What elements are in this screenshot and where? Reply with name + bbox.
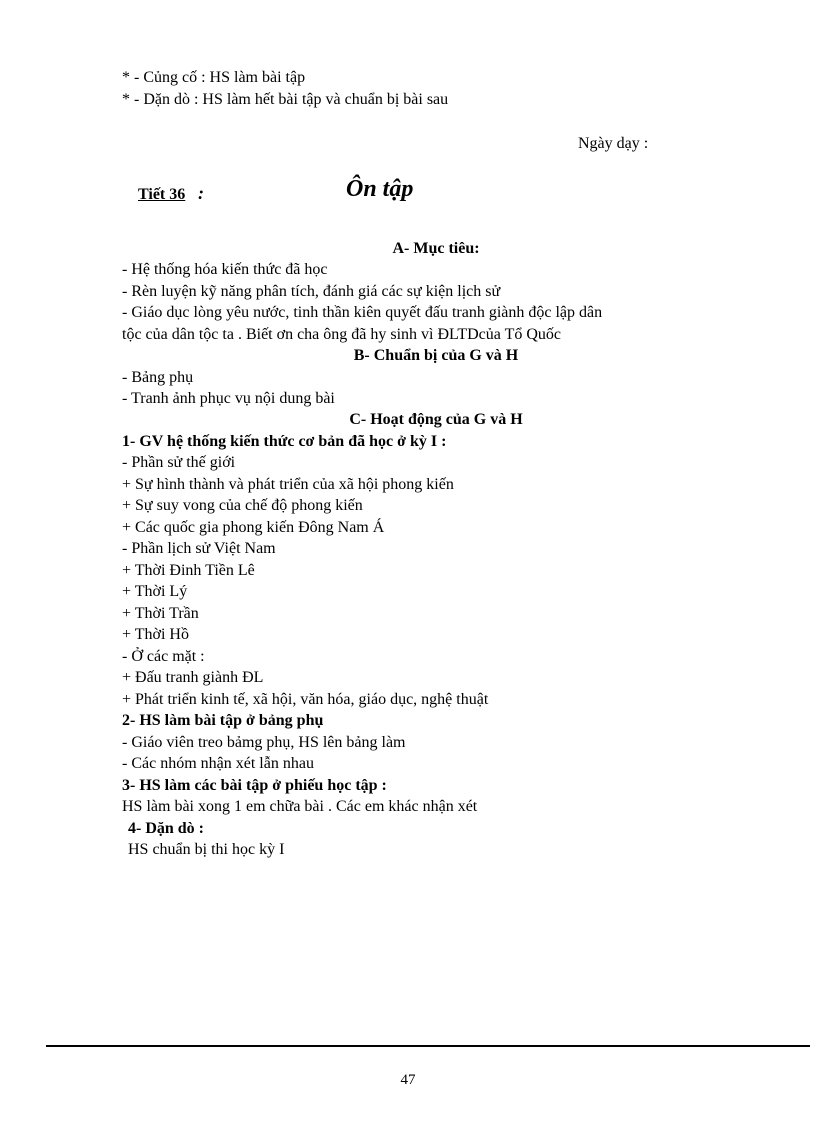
ngay-day-label: Ngày dạy : bbox=[578, 135, 649, 152]
part1-item: + Đấu tranh giành ĐL bbox=[122, 669, 264, 686]
part1-item: - Ở các mặt : bbox=[122, 648, 205, 665]
part1-item: + Thời Trần bbox=[122, 605, 199, 622]
section-a-item: - Rèn luyện kỹ năng phân tích, đánh giá các sự kiện lịch sử bbox=[122, 283, 501, 300]
top-line-dan-do: * - Dặn dò : HS làm hết bài tập và chuẩn bị bài sau bbox=[122, 91, 449, 108]
part1-item: - Phần lịch sử Việt Nam bbox=[122, 540, 276, 557]
footer-divider bbox=[46, 1045, 810, 1047]
part4-heading: 4- Dặn dò : bbox=[128, 820, 205, 837]
part1-item: + Thời Lý bbox=[122, 583, 188, 600]
part2-item: - Các nhóm nhận xét lẫn nhau bbox=[122, 755, 314, 772]
part3-heading: 3- HS làm các bài tập ở phiếu học tập : bbox=[122, 777, 387, 794]
part2-heading: 2- HS làm bài tập ở bảng phụ bbox=[122, 712, 324, 729]
lesson-colon: : bbox=[198, 183, 204, 203]
part1-item: - Phần sử thế giới bbox=[122, 454, 236, 471]
section-a-heading: A- Mục tiêu: bbox=[392, 240, 480, 257]
page-number: 47 bbox=[400, 1072, 416, 1088]
section-b-heading: B- Chuẩn bị của G và H bbox=[353, 347, 519, 364]
section-b-item: - Bảng phụ bbox=[122, 369, 194, 386]
part2-item: - Giáo viên treo bảmg phụ, HS lên bảng làm bbox=[122, 734, 406, 751]
section-a-item: tộc của dân tộc ta . Biết ơn cha ông đã hy sinh vì ĐLTDcủa Tổ Quốc bbox=[122, 326, 562, 343]
top-line-cung-co: * - Củng cố : HS làm bài tập bbox=[122, 69, 306, 86]
section-b-item: - Tranh ảnh phục vụ nội dung bài bbox=[122, 390, 335, 407]
part1-item: + Thời Hồ bbox=[122, 626, 189, 643]
section-a-item: - Giáo dục lòng yêu nước, tinh thần kiên quyết đấu tranh giành độc lập dân bbox=[122, 304, 603, 321]
part1-item: + Sự hình thành và phát triển của xã hội phong kiến bbox=[122, 476, 454, 493]
lesson-title: Ôn tập bbox=[346, 176, 414, 202]
part1-item: + Phát triển kinh tế, xã hội, văn hóa, giáo dục, nghệ thuật bbox=[122, 691, 489, 708]
section-c-heading: C- Hoạt động của G và H bbox=[349, 411, 523, 428]
part3-text: HS làm bài xong 1 em chữa bài . Các em khác nhận xét bbox=[122, 798, 478, 815]
part4-text: HS chuẩn bị thi học kỳ I bbox=[128, 841, 285, 858]
part1-heading: 1- GV hệ thống kiến thức cơ bản đã học ở kỳ I : bbox=[122, 433, 447, 450]
part1-item: + Các quốc gia phong kiến Đông Nam Á bbox=[122, 519, 385, 536]
lesson-number: Tiết 36 bbox=[138, 186, 186, 203]
part1-item: + Sự suy vong của chế độ phong kiến bbox=[122, 497, 363, 514]
part1-item: + Thời Đinh Tiền Lê bbox=[122, 562, 255, 579]
section-a-item: - Hệ thống hóa kiến thức đã học bbox=[122, 261, 328, 278]
